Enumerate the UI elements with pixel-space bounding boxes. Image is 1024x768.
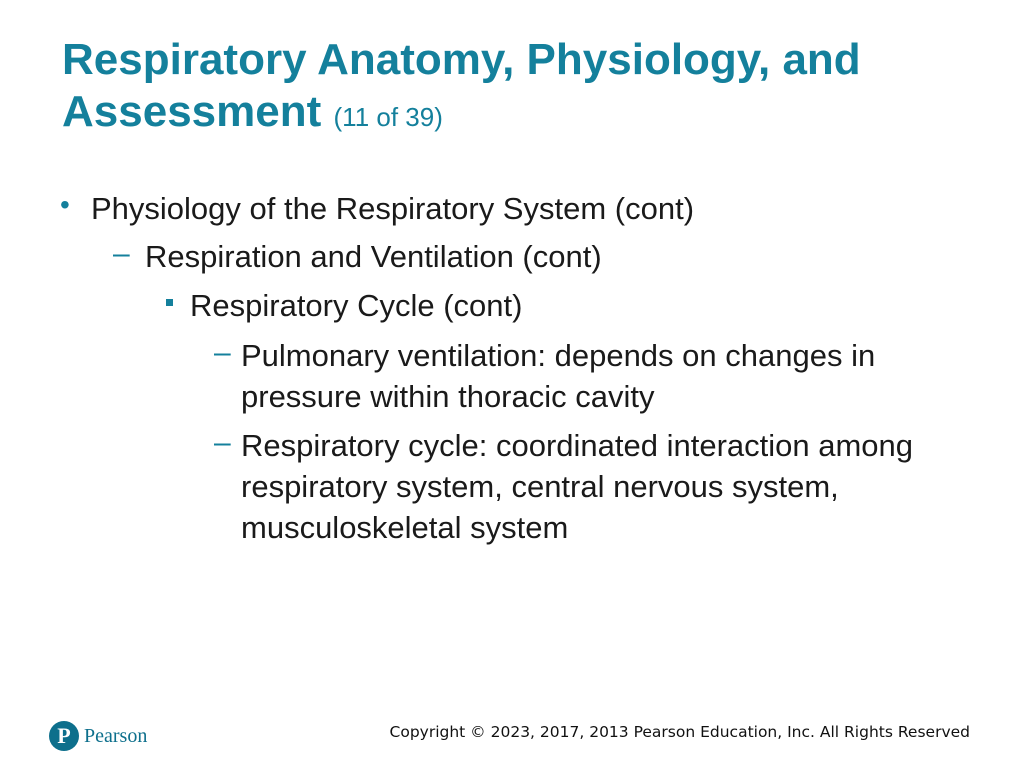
bullet-dot-icon: • xyxy=(60,189,70,220)
bullet-level2: Respiration and Ventilation (cont) xyxy=(145,239,602,274)
bullet-level1: Physiology of the Respiratory System (cont) xyxy=(91,191,695,226)
copyright-notice: Copyright © 2023, 2017, 2013 Pearson Education, Inc. All Rights Reserved xyxy=(389,723,970,741)
square-bullet-icon xyxy=(166,299,173,306)
bullet-level3: Respiratory Cycle (cont) xyxy=(190,288,523,323)
dash-icon: – xyxy=(113,237,130,270)
pearson-wordmark: Pearson xyxy=(84,724,148,747)
pearson-p-icon: P xyxy=(49,721,79,751)
slide-title xyxy=(62,34,962,143)
dash-icon: – xyxy=(214,336,231,369)
slide-counter: (11 of 39) xyxy=(333,102,443,132)
pearson-logo xyxy=(49,718,147,754)
bullet-level4-pulmonary-ventilation: Pulmonary ventilation: depends on changes in pressure within thoracic cavity xyxy=(241,338,876,414)
dash-icon: – xyxy=(214,426,231,459)
bullet-level4-respiratory-cycle: Respiratory cycle: coordinated interaction among respiratory system, central nervous system, musculoskeletal system xyxy=(241,428,914,545)
slide-title-text: Respiratory Anatomy, Physiology, and Assessment xyxy=(62,35,861,136)
